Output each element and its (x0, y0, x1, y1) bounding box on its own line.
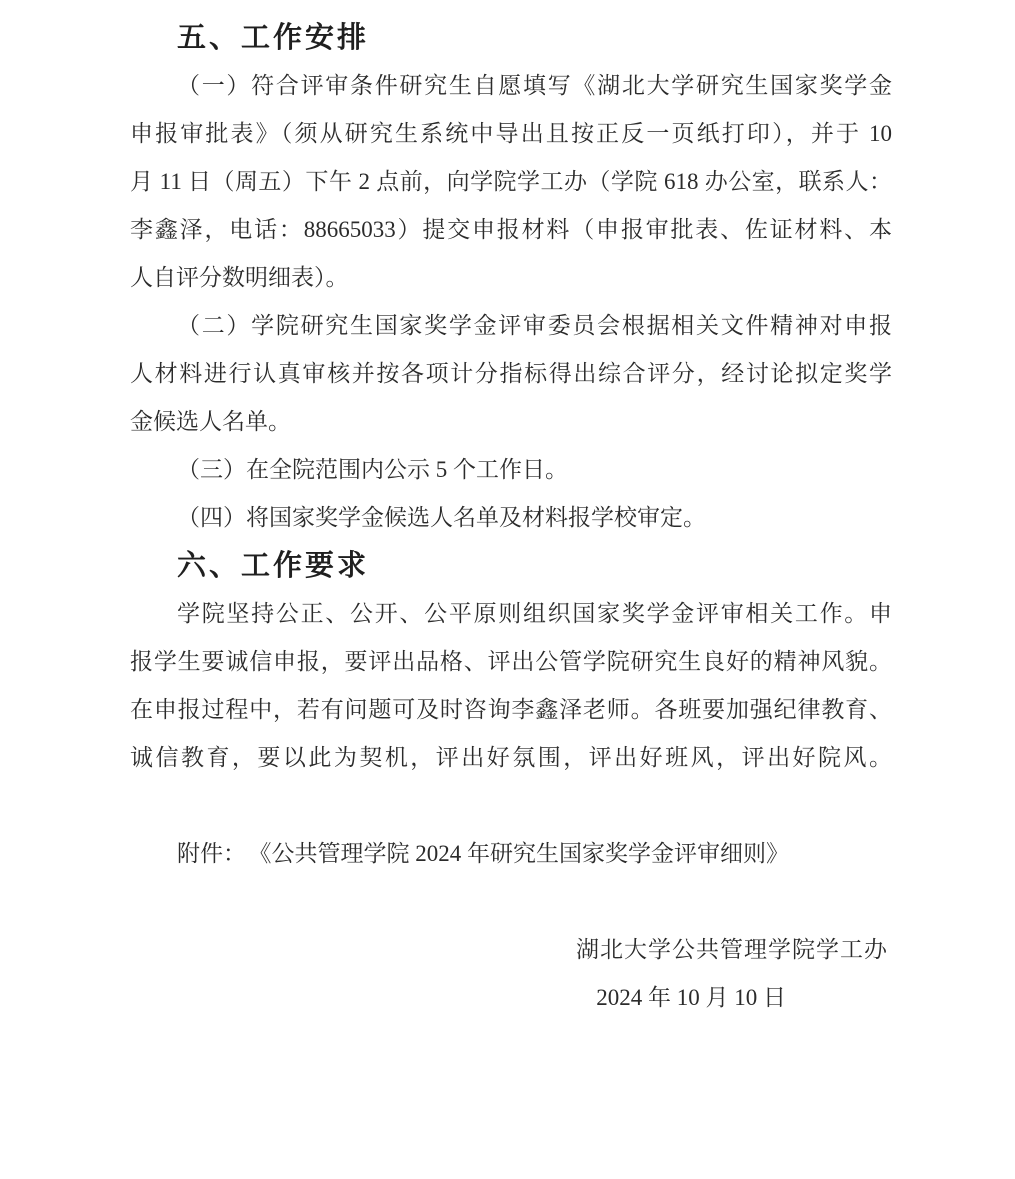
section5-para1-line3: 月 11 日（周五）下午 2 点前，向学院学工办（学院 618 办公室，联系人： (130, 169, 892, 194)
signature-org: 湖北大学公共管理学院学工办 (576, 937, 888, 962)
section6-para1-line1: 学院坚持公正、公开、公平原则组织国家奖学金评审相关工作。申 (177, 601, 892, 626)
section5-para1-line4: 李鑫泽，电话：88665033）提交申报材料（申报审批表、佐证材料、本 (130, 217, 892, 242)
blank-line (130, 878, 892, 926)
section-5-heading: 五、工作安排 (177, 22, 370, 54)
section5-para1-line2: 申报审批表》（须从研究生系统中导出且按正反一页纸打印），并于 10 (130, 121, 892, 146)
section5-para1-line1: （一）符合评审条件研究生自愿填写《湖北大学研究生国家奖学金 (177, 73, 892, 98)
attachment-line (130, 830, 892, 878)
attachment-label: 附件： (177, 841, 246, 866)
attachment-title: 《公共管理学院 2024 年研究生国家奖学金评审细则》 (260, 841, 789, 866)
section5-para1-line5: 人自评分数明细表）。 (130, 265, 349, 290)
section5-para3: （三）在全院范围内公示 5 个工作日。 (177, 457, 568, 482)
section-6-heading: 六、工作要求 (177, 550, 370, 582)
document-text-column (130, 14, 892, 1022)
section6-para1-line4: 诚信教育，要以此为契机，评出好氛围，评出好班风，评出好院风。 (130, 745, 892, 770)
section5-para2-line1: （二）学院研究生国家奖学金评审委员会根据相关文件精神对申报 (177, 313, 892, 338)
section5-para4: （四）将国家奖学金候选人名单及材料报学校审定。 (177, 505, 706, 530)
section5-para2-line2: 人材料进行认真审核并按各项计分指标得出综合评分，经讨论拟定奖学 (130, 361, 892, 386)
blank-line (130, 782, 892, 830)
signature-date: 2024 年 10 月 10 日 (596, 985, 786, 1010)
section6-para1-line3: 在申报过程中，若有问题可及时咨询李鑫泽老师。各班要加强纪律教育、 (130, 697, 892, 722)
section6-para1-line2: 报学生要诚信申报，要评出品格、评出公管学院研究生良好的精神风貌。 (130, 649, 892, 674)
section5-para2-line3: 金候选人名单。 (130, 409, 291, 434)
